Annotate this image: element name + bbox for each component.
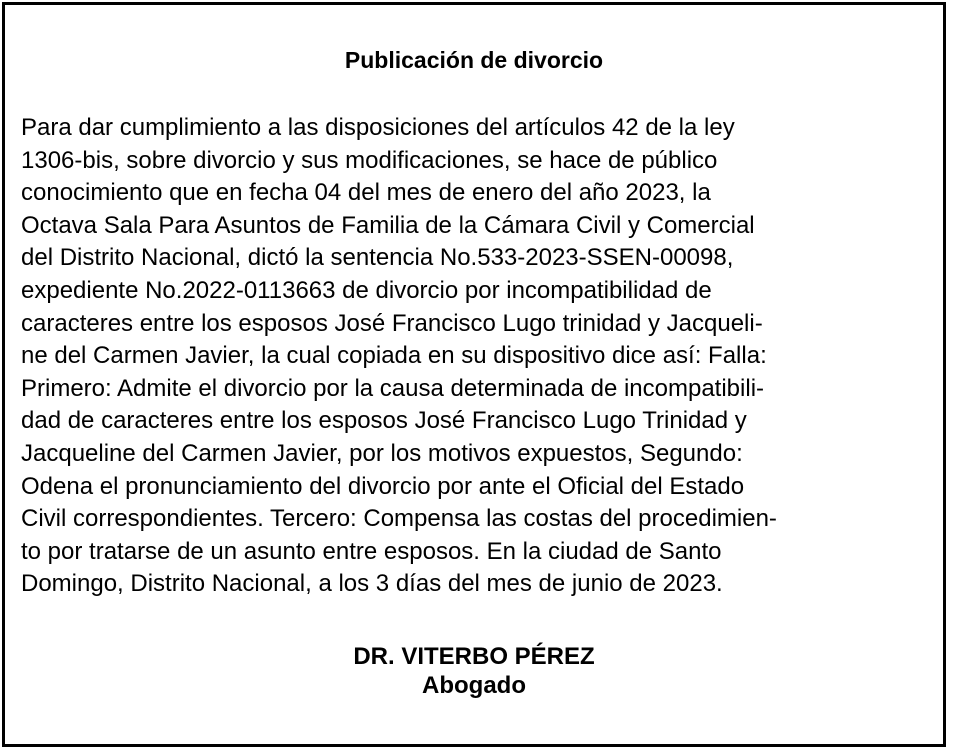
legal-notice <box>2 2 946 747</box>
notice-title: Publicación de divorcio <box>344 47 604 73</box>
signature-block <box>5 642 943 700</box>
signer-role: Abogado <box>422 672 526 699</box>
notice-body: Para dar cumplimiento a las disposiciones del artículos 42 de la ley 1306-bis, sobre divorcio y sus modificaciones, se hace de público conocimiento que en fecha 04 del mes de enero del año 2023, la Octava Sala Para Asuntos de Familia de la Cámara Civil y Comercial del Distrito Nacional, dictó la sentencia No.533-2023-SSEN-00098, expediente No.2022-0113663 de divorcio por incompatibilidad de caracteres entre los esposos José Francisco Lugo trinidad y Jacqueli- ne del Carmen Javier, la cual copiada en su dispositivo dice así: Falla: Primero: Admite el divorcio por la causa determinada de incompatibili- dad de caracteres entre los esposos José Francisco Lugo Trinidad y Jacqueline del Carmen Javier, por los motivos expuestos, Segundo: Odena el pronunciamiento del divorcio por ante el Oficial del Estado Civil correspondientes. Tercero: Compensa las costas del procedimien- to por tratarse de un asunto entre esposos. En la ciudad de Santo Domingo, Distrito Nacional, a los 3 días del mes de junio de 2023. <box>21 114 777 598</box>
signer-name: DR. VITERBO PÉREZ <box>353 643 595 670</box>
